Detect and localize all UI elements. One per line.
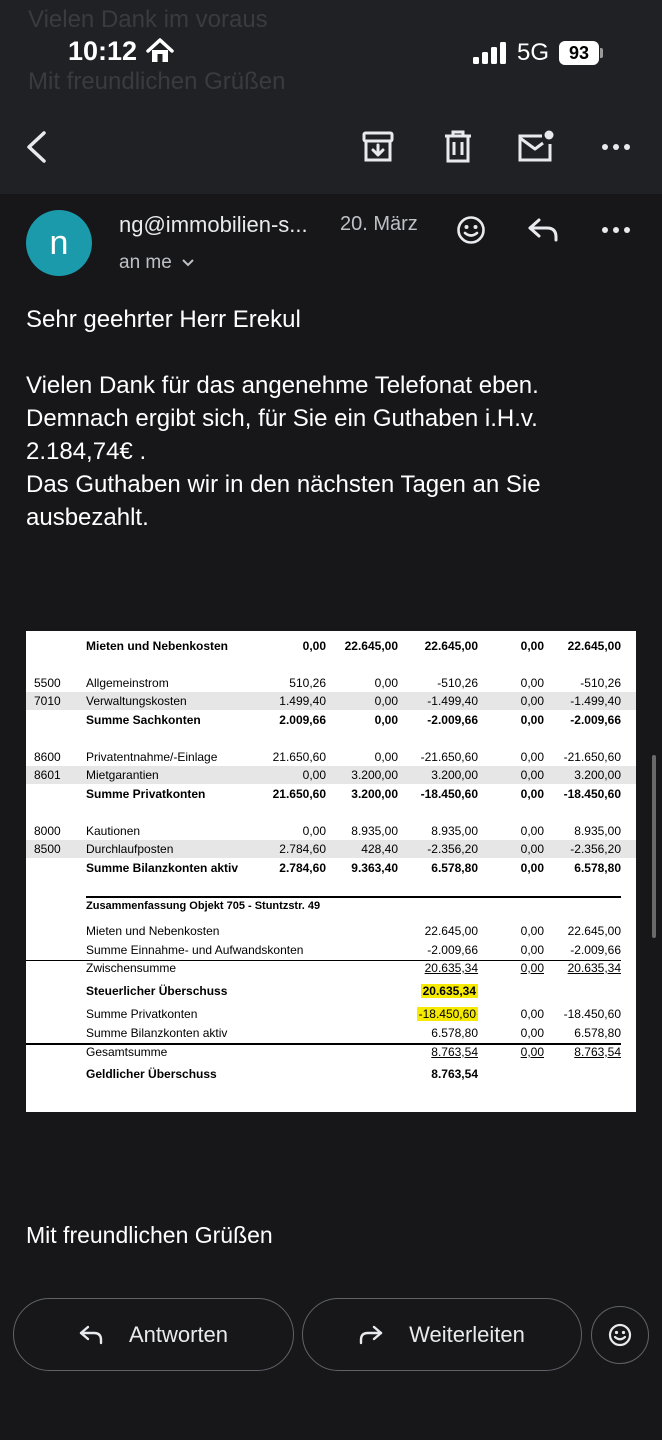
table-row: Summe Sachkonten 2.009,66 0,00 -2.009,66 0,00 -2.009,66: [86, 713, 621, 727]
paragraph-line: ausbezahlt.: [26, 504, 149, 531]
table-row: 5500 Allgemeinstrom 510,26 0,00 -510,26 0,00 -510,26: [34, 676, 621, 690]
home-icon: [146, 38, 174, 64]
message-paragraph: [26, 369, 636, 534]
emoji-reaction-button[interactable]: [591, 1306, 649, 1364]
summary-row: Zwischensumme 20.635,34 0,00 20.635,34: [86, 961, 621, 975]
table-row: 8500 Durchlaufposten 2.784,60 428,40 -2.356,20 0,00 -2.356,20: [26, 840, 636, 858]
recipient-toggle[interactable]: [119, 252, 194, 274]
paragraph-line: 2.184,74€ .: [26, 438, 147, 465]
table-row: 7010 Verwaltungskosten 1.499,40 0,00 -1.499,40 0,00 -1.499,40: [26, 692, 636, 710]
network-type: 5G: [517, 39, 550, 66]
paragraph-line: Das Guthaben wir in den nächsten Tagen an Sie: [26, 471, 541, 498]
back-arrow-icon[interactable]: [17, 128, 55, 166]
top-app-bar: [0, 0, 662, 194]
summary-row: Steuerlicher Überschuss 20.635,34: [86, 984, 476, 998]
signal-icon: [473, 42, 509, 64]
archive-icon[interactable]: [359, 128, 397, 166]
table-row: Summe Privatkonten 21.650,60 3.200,00 -18.450,60 0,00 -18.450,60: [86, 787, 621, 801]
summary-row: Summe Bilanzkonten aktiv 6.578,80 0,00 6.578,80: [86, 1026, 621, 1040]
forward-button[interactable]: [302, 1298, 582, 1371]
emoji-icon: [608, 1323, 632, 1347]
table-row: Summe Bilanzkonten aktiv 2.784,60 9.363,40 6.578,80 0,00 6.578,80: [86, 861, 621, 875]
emoji-react-icon[interactable]: [451, 210, 491, 250]
summary-row: Gesamtsumme 8.763,54 0,00 8.763,54: [86, 1045, 621, 1059]
table-row: 8601 Mietgarantien 0,00 3.200,00 3.200,00 0,00 3.200,00: [26, 766, 636, 784]
more-icon[interactable]: [597, 128, 635, 166]
inline-document-image[interactable]: [26, 631, 636, 1112]
recipient-label: an me: [119, 252, 172, 273]
forward-icon: [359, 1325, 383, 1345]
paragraph-line: Vielen Dank für das angenehme Telefonat eben.: [26, 372, 539, 399]
status-time: 10:12: [68, 36, 138, 66]
message-date: 20. März: [340, 213, 418, 235]
table-row: 8600 Privatentnahme/-Einlage 21.650,60 0,00 -21.650,60 0,00 -21.650,60: [34, 750, 621, 764]
summary-title-row: Zusammenfassung Objekt 705 - Stuntzstr. 49: [86, 900, 321, 912]
greeting-text: Sehr geehrter Herr Erekul: [26, 306, 301, 333]
mark-unread-icon[interactable]: [517, 128, 555, 166]
message-more-icon[interactable]: [596, 210, 636, 250]
scrollbar[interactable]: [652, 755, 656, 938]
battery-icon: 93: [559, 41, 599, 65]
reply-label: Antworten: [128, 1321, 229, 1347]
summary-row: Summe Einnahme- und Aufwandskonten -2.009,66 0,00 -2.009,66: [86, 943, 621, 957]
ghost-text-line-2: Mit freundlichen Grüßen: [28, 68, 286, 95]
paragraph-line: Demnach ergibt sich, für Sie ein Guthaben i.H.v.: [26, 405, 538, 432]
sender-address[interactable]: ng@immobilien-s...: [119, 212, 308, 237]
chevron-down-icon: [182, 259, 194, 267]
avatar[interactable]: n: [26, 210, 92, 276]
summary-row: Summe Privatkonten -18.450,60 0,00 -18.450,60: [86, 1007, 621, 1021]
signoff-text: Mit freundlichen Grüßen: [26, 1222, 273, 1248]
table-row: Mieten und Nebenkosten 0,00 22.645,00 22.645,00 0,00 22.645,00: [86, 639, 621, 653]
summary-row: Mieten und Nebenkosten 22.645,00 0,00 22.645,00: [86, 924, 621, 938]
ghost-text-line-1: Vielen Dank im voraus: [28, 6, 268, 33]
reply-button[interactable]: [13, 1298, 294, 1371]
table-row: 8000 Kautionen 0,00 8.935,00 8.935,00 0,00 8.935,00: [34, 824, 621, 838]
reply-icon: [79, 1325, 103, 1345]
reply-icon[interactable]: [523, 210, 563, 250]
summary-row: Geldlicher Überschuss 8.763,54: [86, 1067, 478, 1081]
battery-tip: [600, 48, 603, 58]
forward-label: Weiterleiten: [409, 1321, 525, 1347]
trash-icon[interactable]: [439, 128, 477, 166]
